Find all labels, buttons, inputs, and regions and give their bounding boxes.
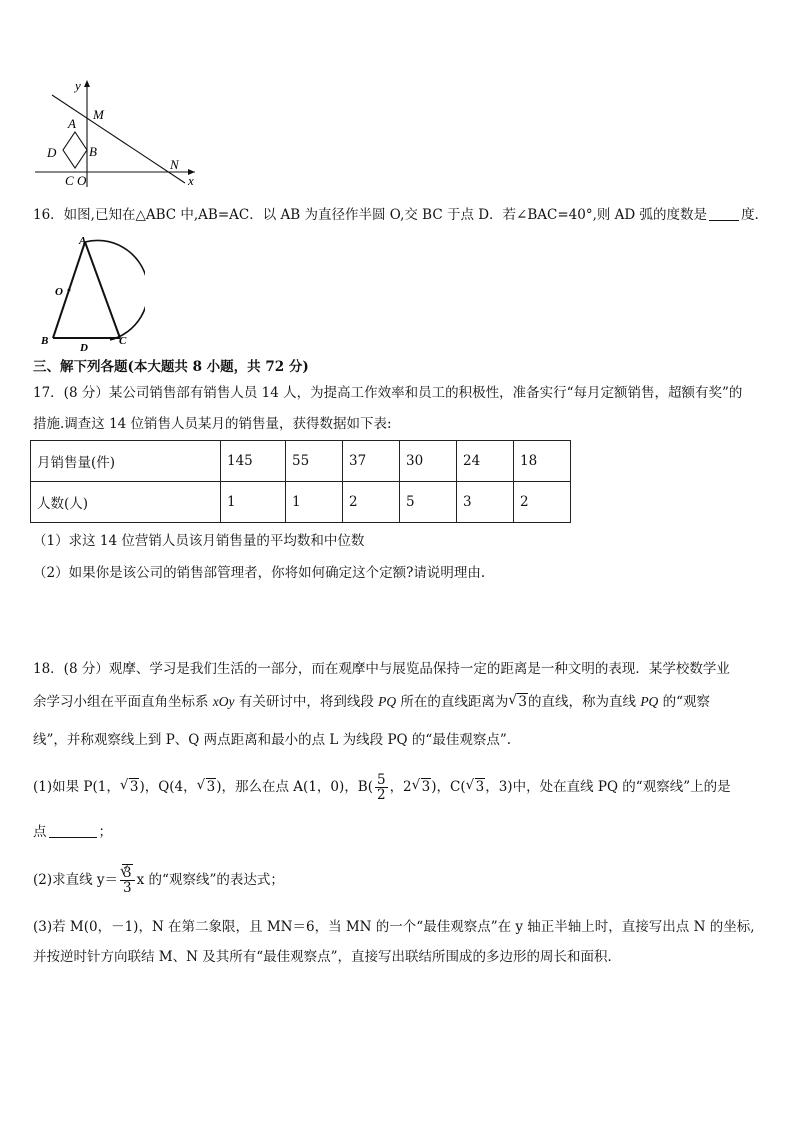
numerator: 5 bbox=[376, 772, 386, 788]
text: (1)如果 P(1， bbox=[33, 779, 120, 795]
table-cell: 1 bbox=[286, 482, 343, 523]
text: 3 bbox=[421, 779, 431, 795]
label-N: N bbox=[170, 157, 179, 172]
sales-table bbox=[30, 440, 571, 523]
section-heading: 三、解下列各题(本大题共 8 小题，共 72 分) bbox=[33, 359, 309, 375]
q17-line2: 措施.调查这 14 位销售人员某月的销售量，获得数据如下表: bbox=[33, 416, 392, 432]
label-y: y bbox=[75, 78, 81, 93]
table-row bbox=[31, 441, 571, 482]
q18-line3: 线”，并称观察线上到 P、Q 两点距离和最小的点 L 为线段 PQ 的“最佳观察点”. bbox=[33, 732, 512, 748]
sqrt bbox=[466, 777, 486, 797]
triangle-semicircle-figure bbox=[35, 230, 145, 355]
fraction bbox=[120, 866, 135, 895]
q18-part1 bbox=[33, 773, 731, 802]
table-cell: 30 bbox=[400, 441, 457, 482]
sqrt bbox=[412, 777, 432, 797]
text: 的“观察 bbox=[658, 694, 711, 710]
text: ； bbox=[98, 824, 112, 840]
text: PQ bbox=[640, 694, 659, 709]
text: 余学习小组在平面直角坐标系 bbox=[33, 694, 213, 710]
table-cell: 18 bbox=[514, 441, 571, 482]
text: 所在的直线距离为 bbox=[396, 694, 509, 710]
label-B: B bbox=[89, 144, 97, 159]
text: 的直线，称为直线 bbox=[528, 694, 641, 710]
label-A: A bbox=[68, 116, 76, 131]
text: )，C( bbox=[431, 779, 466, 795]
text: 3 bbox=[123, 865, 132, 881]
fig2-label-B: B bbox=[41, 335, 49, 347]
table-cell: 1 bbox=[221, 482, 286, 523]
denominator: 2 bbox=[376, 787, 386, 803]
q16-text bbox=[33, 205, 759, 225]
text: 3 bbox=[475, 779, 485, 795]
q16-body: 16．如图,已知在△ABC 中,AB=AC．以 AB 为直径作半圆 O,交 BC 于点 D．若∠BAC=40°,则 AD 弧的度数是 bbox=[33, 207, 708, 223]
text: 有关研讨中，将到线段 bbox=[234, 694, 379, 710]
sqrt bbox=[508, 692, 528, 712]
sqrt bbox=[197, 777, 217, 797]
table-cell: 37 bbox=[343, 441, 400, 482]
q18-part3-line1: (3)若 M(0，－1)，N 在第二象限，且 MN＝6，当 MN 的一个“最佳观察点”在 y 轴正半轴上时，直接写出点 N 的坐标, bbox=[33, 919, 755, 935]
table-row bbox=[31, 482, 571, 523]
q18-line2 bbox=[33, 692, 710, 712]
label-O: O bbox=[77, 173, 87, 188]
text: x 的“观察线”的表达式； bbox=[136, 872, 284, 888]
text: (2)求直线 y＝ bbox=[33, 872, 119, 888]
text: xOy bbox=[212, 694, 235, 709]
fig2-label-O: O bbox=[55, 286, 63, 298]
q18-part2 bbox=[33, 866, 284, 895]
answer-blank bbox=[49, 824, 97, 838]
table-cell: 55 bbox=[286, 441, 343, 482]
fig2-label-C: C bbox=[119, 335, 127, 347]
text: 3 bbox=[129, 779, 139, 795]
table-cell: 5 bbox=[400, 482, 457, 523]
q17-sub1: （1）求这 14 位营销人员该月销售量的平均数和中位数 bbox=[33, 533, 365, 549]
label-D: D bbox=[47, 145, 57, 160]
label-C: C bbox=[65, 173, 74, 188]
text: 点 bbox=[33, 824, 47, 840]
q16-answer-blank bbox=[709, 207, 739, 221]
q16-tail: 度. bbox=[741, 207, 759, 223]
text: )，Q(4， bbox=[139, 779, 197, 795]
text: ，2 bbox=[389, 779, 412, 795]
table-cell: 3 bbox=[457, 482, 514, 523]
coordinate-figure bbox=[35, 75, 200, 190]
fig2-label-A: A bbox=[79, 235, 87, 247]
text: 3 bbox=[206, 779, 216, 795]
text: ，3)中，处在直线 PQ 的“观察线”上的是 bbox=[485, 779, 731, 795]
q18-part3-line2: 并按逆时针方向联结 M、N 及其所有“最佳观察点”，直接写出联结所围成的多边形的周长和面积． bbox=[33, 949, 622, 965]
table-cell: 145 bbox=[221, 441, 286, 482]
table-cell: 2 bbox=[514, 482, 571, 523]
q18-line1: 18．(8 分）观摩、学习是我们生活的一部分，而在观摩中与展览品保持一定的距离是一种文明的表现．某学校数学业 bbox=[33, 661, 730, 677]
q17-sub2: （2）如果你是该公司的销售部管理者，你将如何确定这个定额?请说明理由. bbox=[33, 565, 486, 581]
table-cell: 24 bbox=[457, 441, 514, 482]
q18-part1-answer bbox=[33, 822, 112, 842]
denominator: 3 bbox=[123, 880, 132, 896]
text: )，那么在点 A(1，0)，B( bbox=[216, 779, 373, 795]
text: 3 bbox=[518, 694, 528, 710]
fraction bbox=[375, 773, 388, 802]
table-header-cell: 人数(人) bbox=[31, 482, 221, 523]
table-cell: 2 bbox=[343, 482, 400, 523]
text: PQ bbox=[378, 694, 397, 709]
q17-line1: 17．(8 分）某公司销售部有销售人员 14 人，为提高工作效率和员工的积极性，准备实行“每月定额销售，超额有奖”的 bbox=[33, 385, 743, 401]
sqrt bbox=[120, 777, 140, 797]
table-header-cell: 月销售量(件) bbox=[31, 441, 221, 482]
label-M: M bbox=[93, 107, 104, 122]
label-x: x bbox=[188, 173, 194, 188]
numerator bbox=[120, 866, 135, 881]
fig2-label-D: D bbox=[80, 342, 88, 354]
